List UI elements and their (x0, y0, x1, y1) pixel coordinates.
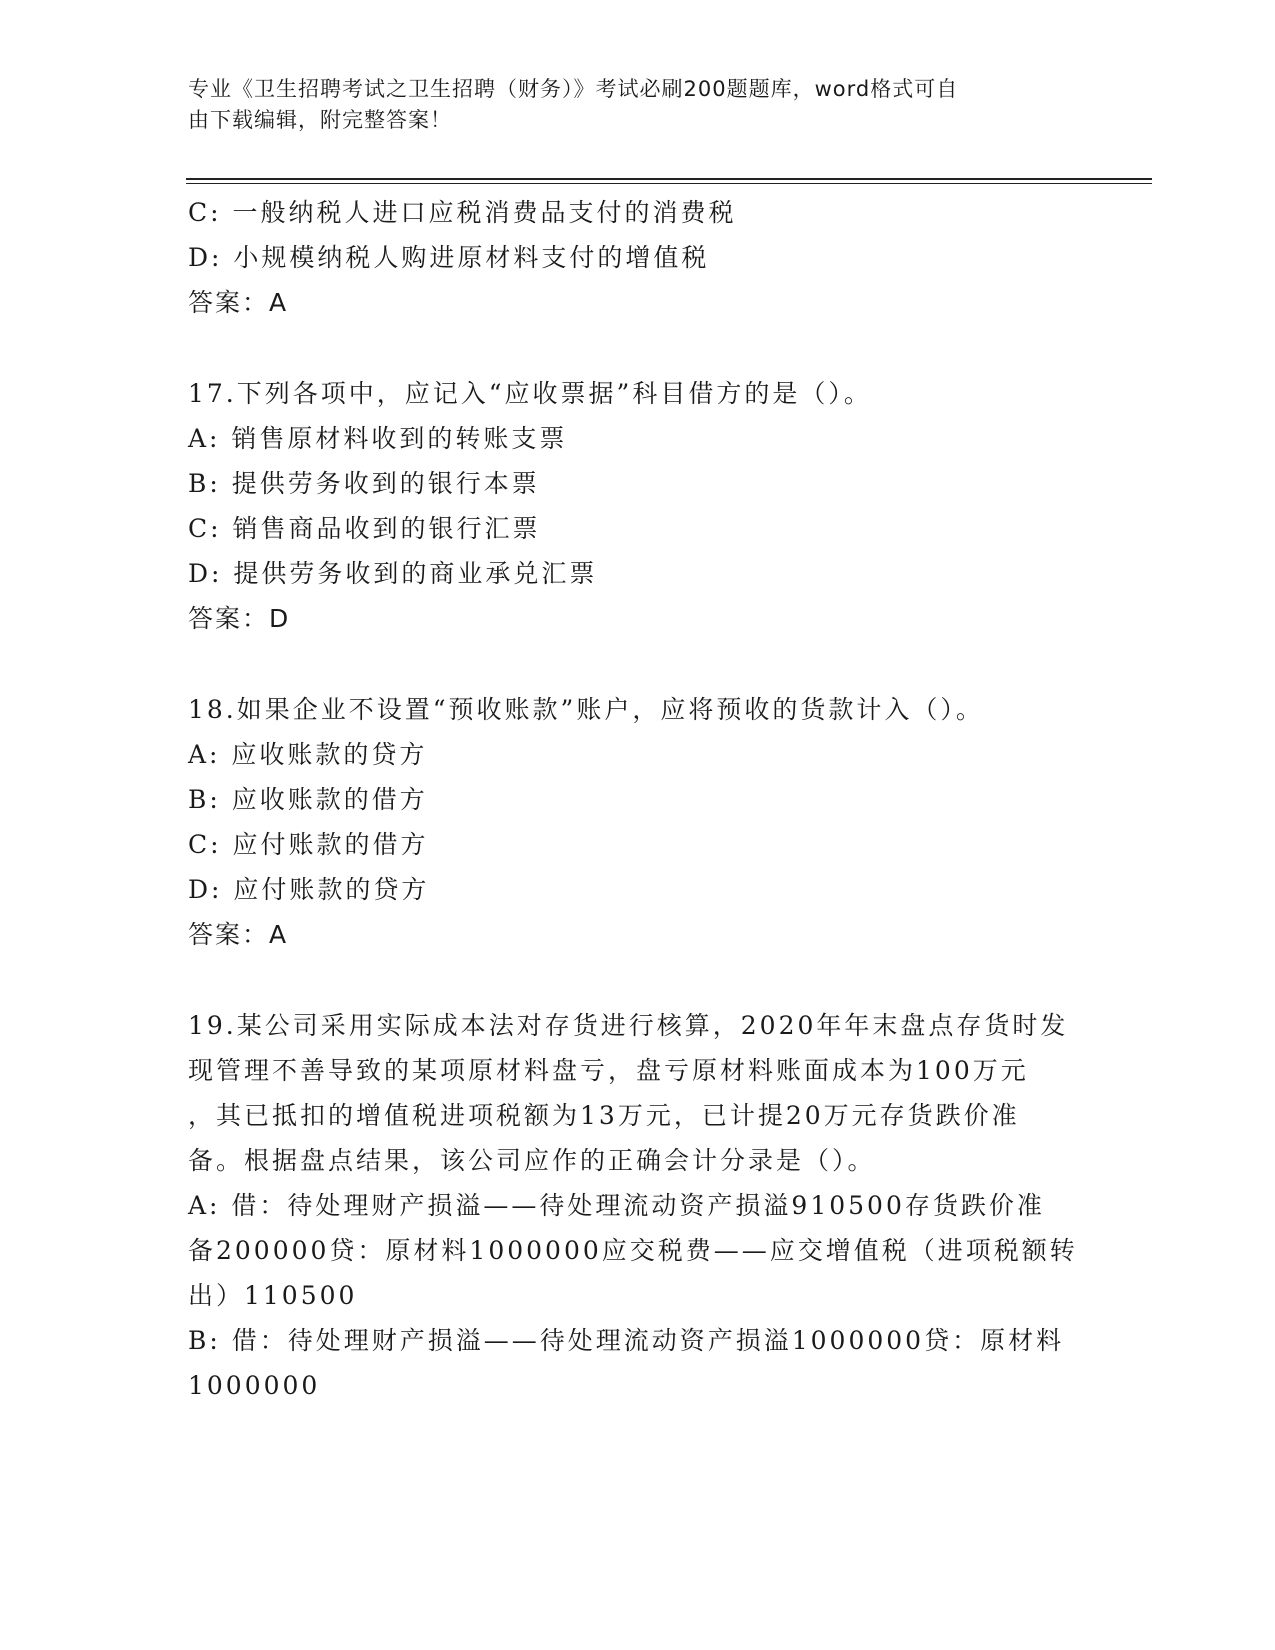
question-17 (188, 371, 1088, 641)
question-text-line: 现管理不善导致的某项原材料盘亏，盘亏原材料账面成本为100万元 (188, 1056, 1029, 1085)
option-b: B: 应收账款的借方 (188, 785, 428, 814)
option-a-line: A: 借：待处理财产损溢——待处理流动资产损溢910500存货跌价准 (188, 1191, 1045, 1220)
option-b-line: 1000000 (188, 1371, 321, 1400)
option-b-line: B: 借：待处理财产损溢——待处理流动资产损溢1000000贷：原材料 (188, 1326, 1065, 1355)
page-header (188, 74, 1088, 136)
option-a: A: 应收账款的贷方 (188, 740, 428, 769)
question-content (188, 190, 1088, 1408)
spacer (188, 957, 1088, 1003)
header-line-2: 由下载编辑，附完整答案！ (188, 108, 452, 132)
question-19 (188, 1003, 1088, 1408)
option-a-line: 出）110500 (188, 1281, 358, 1310)
option-a-line: 备200000贷：原材料1000000应交税费——应交增值税（进项税额转 (188, 1236, 1078, 1265)
question-text: 18.如果企业不设置“预收账款”账户，应将预收的货款计入（）。 (188, 695, 984, 724)
question-text: 17.下列各项中，应记入“应收票据”科目借方的是（）。 (188, 379, 872, 408)
option-d: D: 小规模纳税人购进原材料支付的增值税 (188, 243, 710, 272)
option-d: D: 应付账款的贷方 (188, 875, 430, 904)
option-a: A: 销售原材料收到的转账支票 (188, 424, 568, 453)
header-divider-thin (186, 183, 1152, 184)
option-c: C: 销售商品收到的银行汇票 (188, 514, 541, 543)
option-d: D: 提供劳务收到的商业承兑汇票 (188, 559, 598, 588)
option-c: C: 应付账款的借方 (188, 830, 429, 859)
option-c: C: 一般纳税人进口应税消费品支付的消费税 (188, 198, 737, 227)
question-16 (188, 190, 1088, 325)
header-line-1: 专业《卫生招聘考试之卫生招聘（财务）》考试必刷200题题库，word格式可自 (188, 77, 959, 101)
header-divider (186, 178, 1152, 180)
question-text-line: ，其已抵扣的增值税进项税额为13万元，已计提20万元存货跌价准 (188, 1101, 1020, 1130)
question-text-line: 19.某公司采用实际成本法对存货进行核算，2020年年末盘点存货时发 (188, 1011, 1069, 1040)
answer: 答案：A (188, 288, 289, 317)
answer: 答案：A (188, 920, 289, 949)
option-b: B: 提供劳务收到的银行本票 (188, 469, 540, 498)
question-text-line: 备。根据盘点结果，该公司应作的正确会计分录是（）。 (188, 1146, 876, 1175)
spacer (188, 325, 1088, 371)
spacer (188, 641, 1088, 687)
question-18 (188, 687, 1088, 957)
answer: 答案：D (188, 604, 291, 633)
